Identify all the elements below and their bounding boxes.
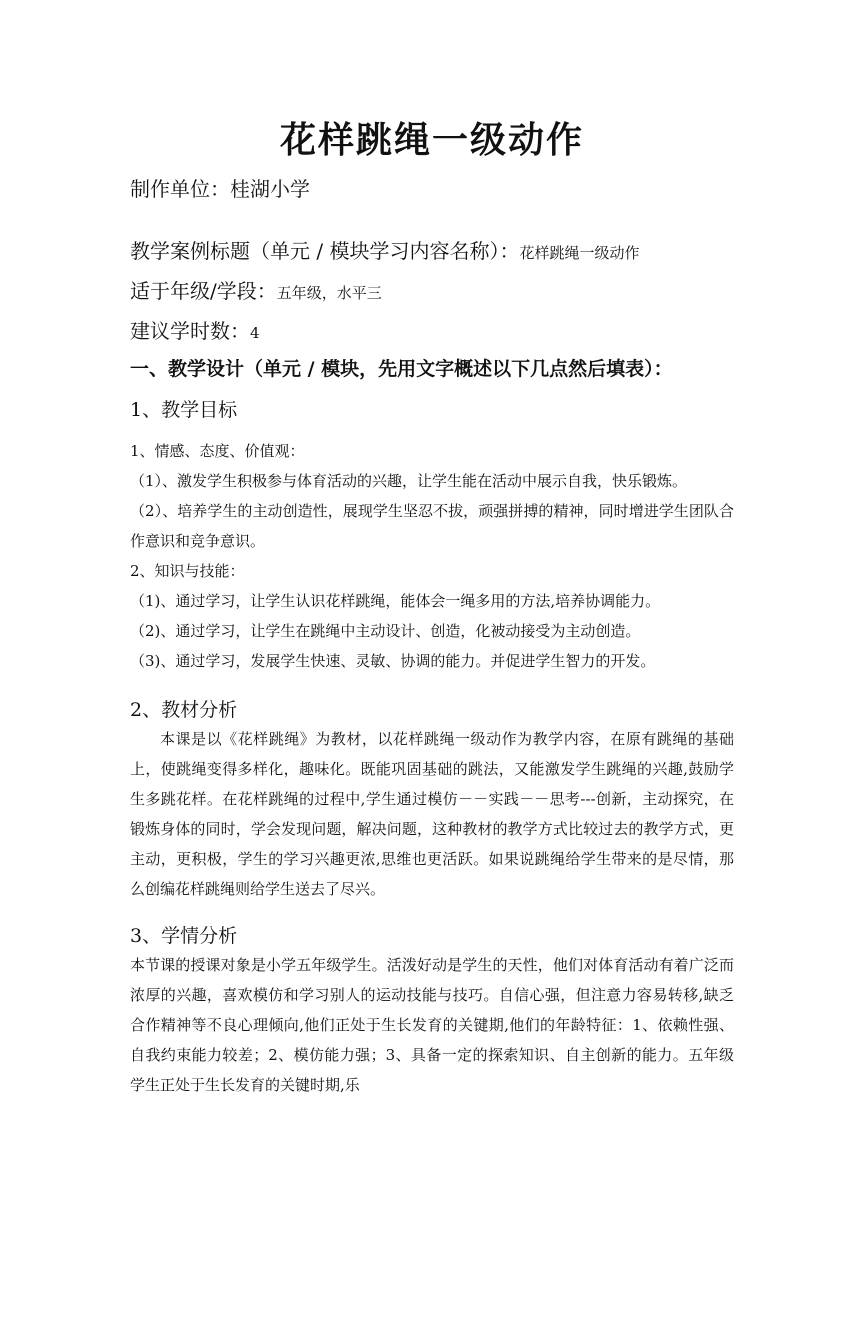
section2-heading: 2、教材分析 xyxy=(130,699,238,721)
hours-value: 4 xyxy=(250,324,260,342)
section1-sub2-item: （3)、通过学习，发展学生快速、灵敏、协调的能力。并促进学生智力的开发。 xyxy=(130,652,656,670)
document-page xyxy=(0,116,860,1332)
document-title: 花样跳绳一级动作 xyxy=(279,119,584,161)
section3-heading: 3、学情分析 xyxy=(130,925,238,947)
case-title-label: 教学案例标题（单元 / 模块学习内容名称）： xyxy=(130,239,520,263)
design-heading: 一、教学设计（单元 / 模块，先用文字概述以下几点然后填表）： xyxy=(130,358,673,380)
section2-body: 本课是以《花样跳绳》为教材，以花样跳绳一级动作为教学内容，在原有跳绳的基础上，使跳绳变得多样化，趣味化。既能巩固基础的跳法，又能激发学生跳绳的兴趣,鼓励学生多跳花样。在花样跳绳的过程中,学生通过模仿－－实践－－思考---创新，主动探究，在锻炼身体的同时，学会发现问题，解决问题，这种教材的教学方式比较过去的教学方式，更主动，更积极，学生的学习兴趣更浓,思维也更活跃。如果说跳绳给学生带来的是尽情，那么创编花样跳绳则给学生送去了尽兴。 xyxy=(130,730,734,898)
hours-line xyxy=(130,316,734,348)
section1-sub1-item: （1）、激发学生积极参与体育活动的兴趣，让学生能在活动中展示自我，快乐锻炼。 xyxy=(130,472,688,490)
section3-body: 本节课的授课对象是小学五年级学生。活泼好动是学生的天性，他们对体育活动有着广泛而浓厚的兴趣，喜欢模仿和学习别人的运动技能与技巧。自信心强，但注意力容易转移,缺乏合作精神等不良心理倾向,他们正处于生长发育的关键期,他们的年龄特征：1、依赖性强、自我约束能力较差；2、模仿能力强；3、具备一定的探索知识、自主创新的能力。五年级学生正处于生长发育的关键时期,乐 xyxy=(130,956,734,1094)
section1-sub2-item: （2)、通过学习，让学生在跳绳中主动设计、创造，化被动接受为主动创造。 xyxy=(130,622,641,640)
grade-line xyxy=(130,276,734,308)
section1-sub1-item: （2）、培养学生的主动创造性，展现学生坚忍不拔，顽强拼搏的精神，同时增进学生团队合作意识和竞争意识。 xyxy=(130,502,734,550)
section1-sub2: 2、知识与技能： xyxy=(130,562,245,580)
section1-sub2-item: （1)、通过学习，让学生认识花样跳绳，能体会一绳多用的方法,培养协调能力。 xyxy=(130,592,661,610)
section1-sub1: 1、情感、态度、价值观： xyxy=(130,442,305,460)
author-unit: 制作单位：桂湖小学 xyxy=(130,177,310,201)
hours-label: 建议学时数： xyxy=(130,319,250,343)
case-title-value: 花样跳绳一级动作 xyxy=(519,244,640,262)
section1-heading: 1、教学目标 xyxy=(130,399,238,421)
grade-label: 适于年级/学段： xyxy=(130,279,277,303)
case-title-line xyxy=(130,236,734,268)
grade-value: 五年级，水平三 xyxy=(276,284,382,302)
